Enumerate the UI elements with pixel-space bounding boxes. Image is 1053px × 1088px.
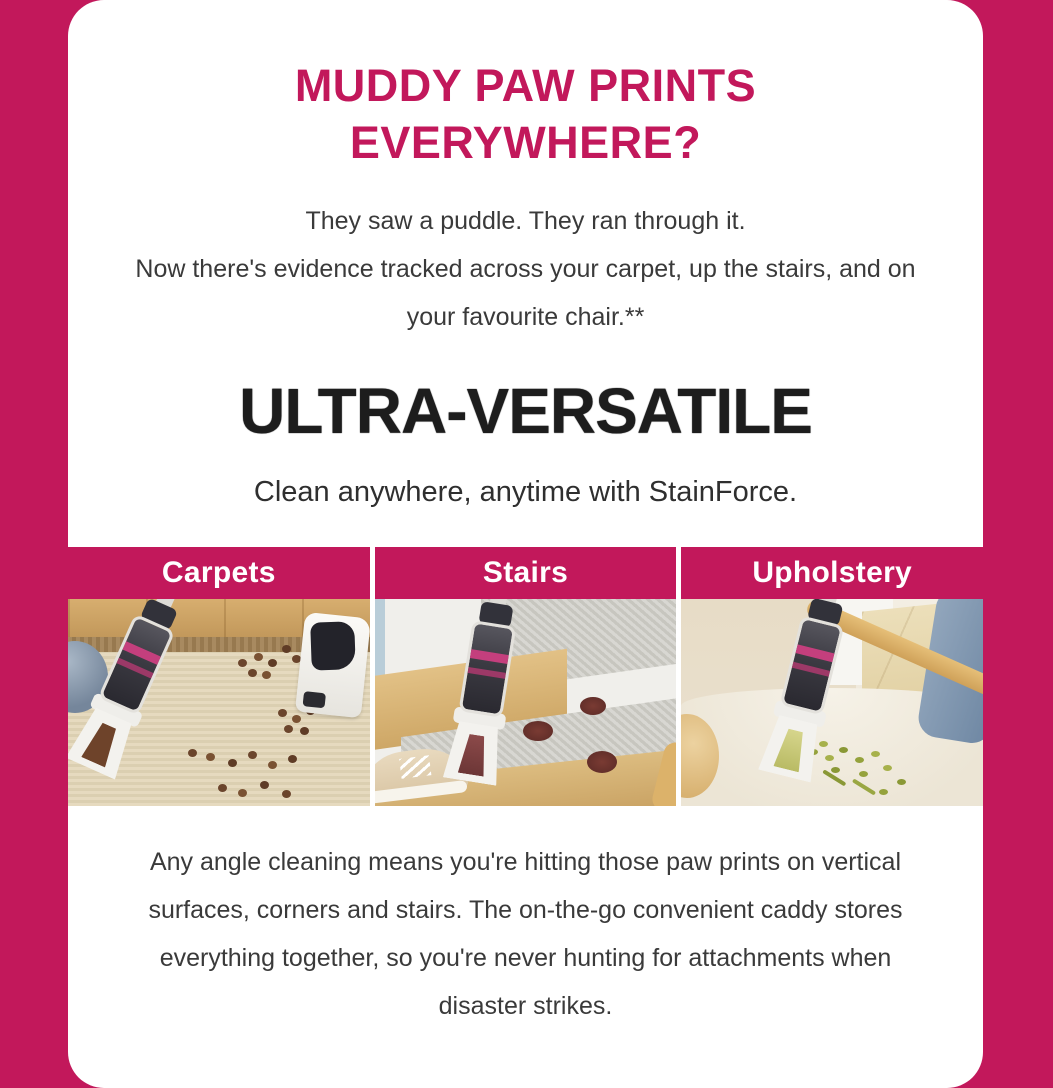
feature-title: ULTRA-VERSATILE [239,375,812,448]
feature-subtitle: Clean anywhere, anytime with StainForce. [253,476,798,509]
column-upholstery [681,547,983,806]
intro-line-1: They saw a puddle. They ran through it. [305,207,746,236]
promo-card [68,0,983,1088]
storage-caddy [295,612,370,718]
paw-print-stains [218,784,227,792]
paw-print-stains [188,749,197,757]
stairs-photo [375,599,677,806]
sneaker-laces [399,755,431,779]
stair-stain [587,751,617,773]
column-carpets [68,547,370,806]
headline-line-2: EVERYWHERE? [349,116,702,168]
intro-line-2: Now there's evidence tracked across your carpet, up the stairs, and on your favourite chair.** [135,255,916,332]
device-accent-stripe [470,649,509,664]
device-nozzle-window [81,721,121,768]
device-accent-stripe [467,667,505,679]
paw-print-stains [278,709,287,717]
page-title [68,58,983,171]
carpets-photo [68,599,370,806]
stair-stain [523,721,553,741]
upholstery-header: Upholstery [681,547,983,599]
paw-print-stains [238,659,247,667]
device-nozzle-window [774,727,809,772]
carpets-header: Carpets [68,547,370,599]
stairs-header: Stairs [375,547,677,599]
stair-stain [580,697,606,715]
caddy-opening [310,621,356,671]
device-tank [458,620,516,718]
intro-copy [126,197,926,341]
surface-grid [68,547,983,806]
device-nozzle [443,720,505,786]
footer-copy: Any angle cleaning means you're hitting those paw prints on vertical surfaces, corners and stairs. The on-the-go convenient caddy stores everything together, so you're never hunting for attachments when disaster strikes. [148,848,903,1021]
column-stairs [375,547,677,806]
headline-line-1: MUDDY PAW PRINTS [294,60,757,111]
device-accent-stripe [792,662,830,677]
caddy-base [302,691,325,708]
upholstery-photo [681,599,983,806]
device-nozzle-window [457,733,489,777]
device-accent-stripe [796,644,835,662]
